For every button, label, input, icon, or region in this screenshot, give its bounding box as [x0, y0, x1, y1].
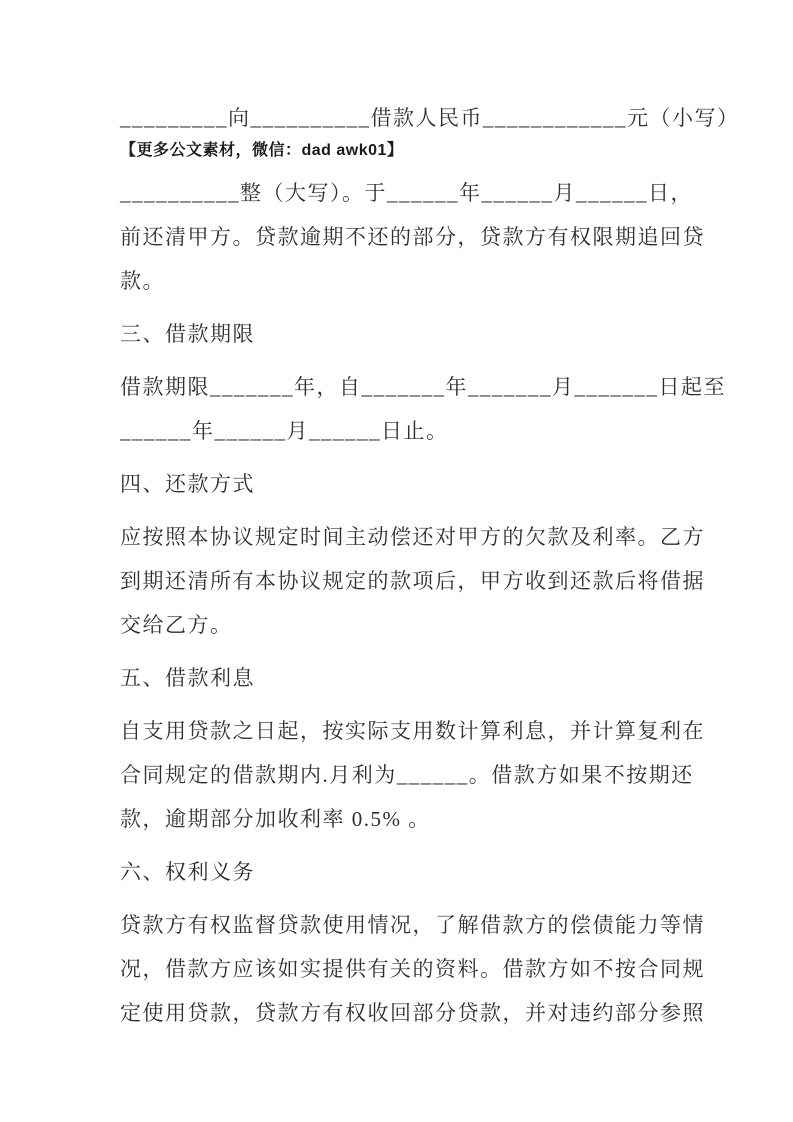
text-line: 借款期限_______年，自_______年_______月_______日起至	[120, 375, 726, 399]
text-line: 交给乙方。	[120, 613, 233, 637]
text-line: 应按照本协议规定时间主动偿还对甲方的欠款及利率。乙方	[120, 525, 705, 549]
section-rights-obligations	[120, 850, 705, 1035]
text-line: 定使用贷款，贷款方有权收回部分贷款，并对违约部分参照	[120, 1001, 705, 1025]
section-loan-term	[120, 312, 726, 453]
section-body	[120, 903, 705, 1035]
section-body	[120, 709, 705, 841]
opening-body	[120, 171, 705, 303]
text-line: __________整（大写）。于______年______月______日，	[120, 181, 693, 205]
text-line: 况，借款方应该如实提供有关的资料。借款方如不按合同规	[120, 957, 705, 981]
text-line: ______年______月______日止。	[120, 419, 449, 443]
section-body	[120, 365, 726, 453]
text-line: 贷款方有权监督贷款使用情况，了解借款方的偿债能力等情	[120, 913, 705, 937]
text-line: 合同规定的借款期内.月利为______。借款方如果不按期还	[120, 763, 694, 787]
text-line: 前还清甲方。贷款逾期不还的部分，贷款方有权限期追回贷	[120, 225, 705, 249]
section-loan-interest	[120, 656, 705, 841]
text-line: 款。	[120, 269, 165, 293]
text-line: 到期还清所有本协议规定的款项后，甲方收到还款后将借据	[120, 569, 705, 593]
section-title-loan-term: 三、借款期限	[120, 322, 255, 346]
section-body	[120, 515, 705, 647]
section-title-repayment-method: 四、还款方式	[120, 472, 255, 496]
text-line: 自支用贷款之日起，按实际支用数计算利息，并计算复利在	[120, 719, 705, 743]
section-title-loan-interest: 五、借款利息	[120, 666, 255, 690]
loan-amount-blank-line: _________向__________借款人民币____________元（小写）	[120, 106, 740, 130]
section-repayment-method	[120, 462, 705, 647]
text-line: 款，逾期部分加收利率 0.5% 。	[120, 807, 431, 831]
promo-notice-line: 【更多公文素材，微信：dad awk01】	[120, 142, 404, 159]
opening-paragraph	[120, 96, 740, 303]
section-title-rights-obligations: 六、权利义务	[120, 860, 255, 884]
